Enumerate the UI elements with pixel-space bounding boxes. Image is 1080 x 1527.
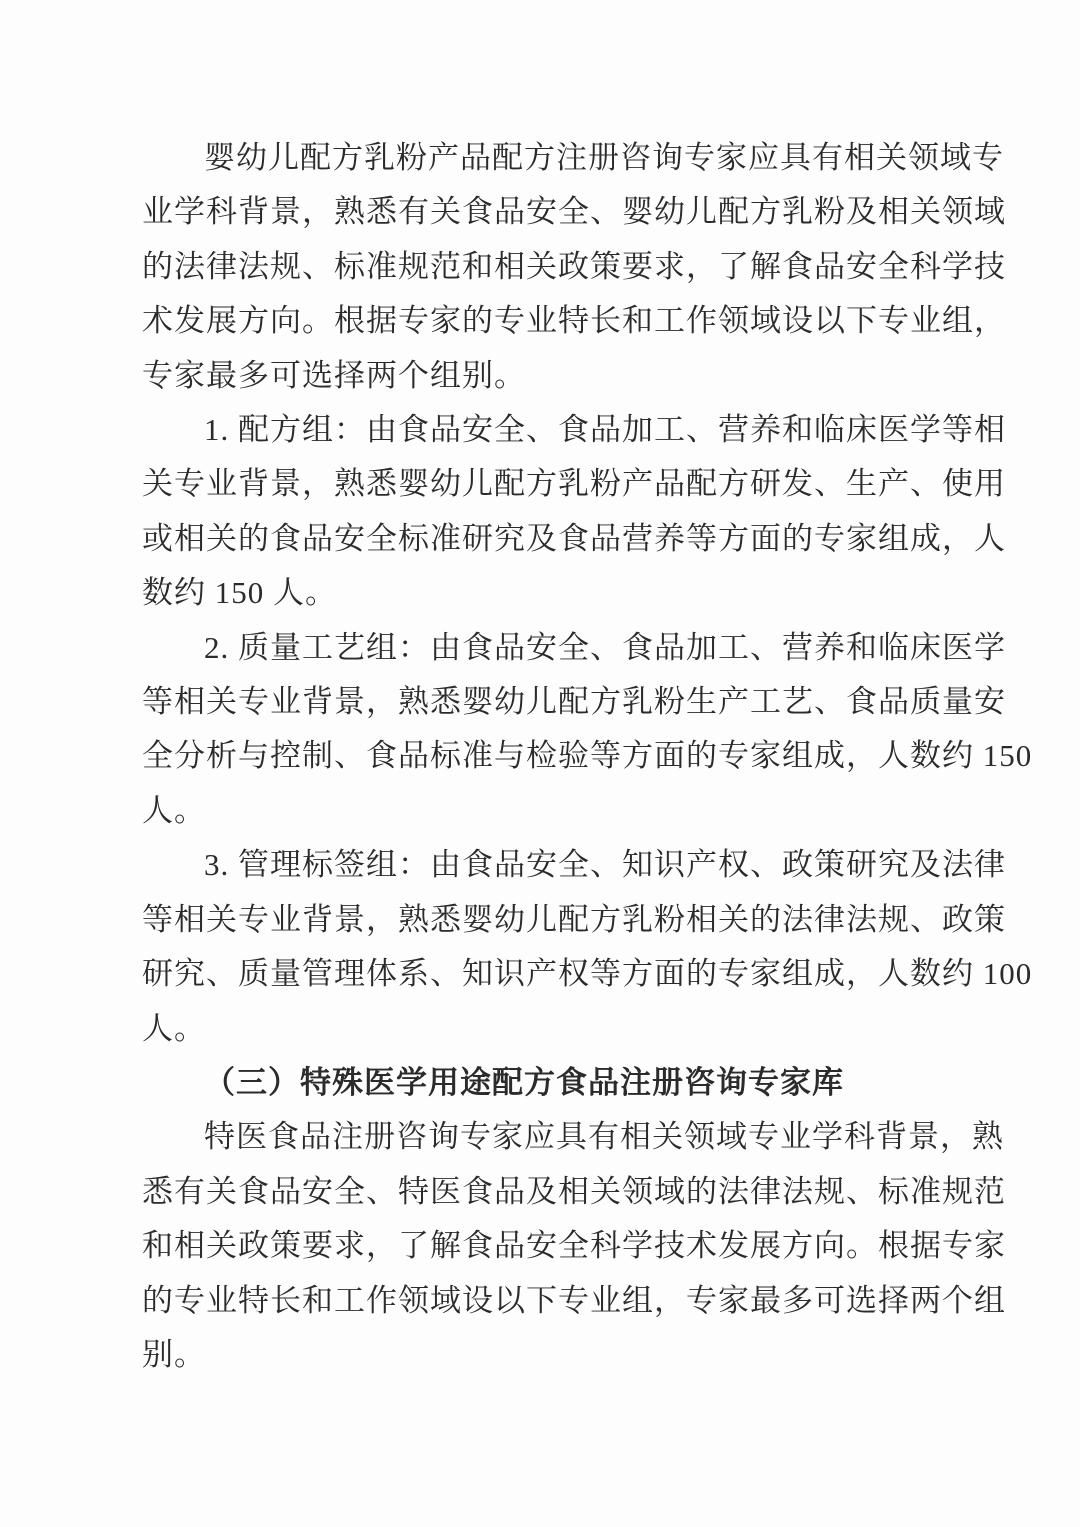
text-line: 3. 管理标签组：由食品安全、知识产权、政策研究及法律: [204, 847, 1006, 883]
text-line: 特医食品注册咨询专家应具有相关领域专业学科背景，熟: [204, 1119, 1004, 1155]
text-line: 研究、质量管理体系、知识产权等方面的专家组成，人数约 100: [142, 956, 1033, 992]
paragraph-0: [142, 131, 1006, 403]
text-line: 人。: [142, 1010, 206, 1046]
paragraph-1: [142, 403, 1006, 621]
text-line: 1. 配方组：由食品安全、食品加工、营养和临床医学等相: [204, 412, 1006, 448]
paragraph-5: [142, 1110, 1006, 1382]
text-line: 人。: [142, 792, 206, 828]
text-line: 2. 质量工艺组：由食品安全、食品加工、营养和临床医学: [204, 629, 1006, 665]
text-line: 的专业特长和工作领域设以下专业组，专家最多可选择两个组: [142, 1282, 1006, 1318]
text-line: （三）特殊医学用途配方食品注册咨询专家库: [204, 1064, 844, 1100]
text-line: 等相关专业背景，熟悉婴幼儿配方乳粉生产工艺、食品质量安: [142, 684, 1006, 720]
text-line: 别。: [142, 1336, 206, 1372]
text-line: 或相关的食品安全标准研究及食品营养等方面的专家组成，人: [142, 520, 1006, 556]
paragraph-2: [142, 621, 1033, 839]
text-line: 悉有关食品安全、特医食品及相关领域的法律法规、标准规范: [142, 1173, 1006, 1209]
text-line: 数约 150 人。: [142, 575, 337, 611]
text-line: 的法律法规、标准规范和相关政策要求，了解食品安全科学技: [142, 248, 1006, 284]
document-content: [142, 131, 1033, 1382]
text-line: 专家最多可选择两个组别。: [142, 357, 526, 393]
section-heading: [142, 1056, 940, 1110]
text-line: 等相关专业背景，熟悉婴幼儿配方乳粉相关的法律法规、政策: [142, 901, 1006, 937]
text-line: 术发展方向。根据专家的专业特长和工作领域设以下专业组，: [142, 303, 1006, 339]
text-line: 和相关政策要求，了解食品安全科学技术发展方向。根据专家: [142, 1228, 1006, 1264]
text-line: 关专业背景，熟悉婴幼儿配方乳粉产品配方研发、生产、使用: [142, 466, 1006, 502]
paragraph-3: [142, 838, 1033, 1056]
text-line: 业学科背景，熟悉有关食品安全、婴幼儿配方乳粉及相关领域: [142, 194, 1006, 230]
text-line: 婴幼儿配方乳粉产品配方注册咨询专家应具有相关领域专: [204, 140, 1004, 175]
text-line: 全分析与控制、食品标准与检验等方面的专家组成，人数约 150: [142, 738, 1033, 774]
